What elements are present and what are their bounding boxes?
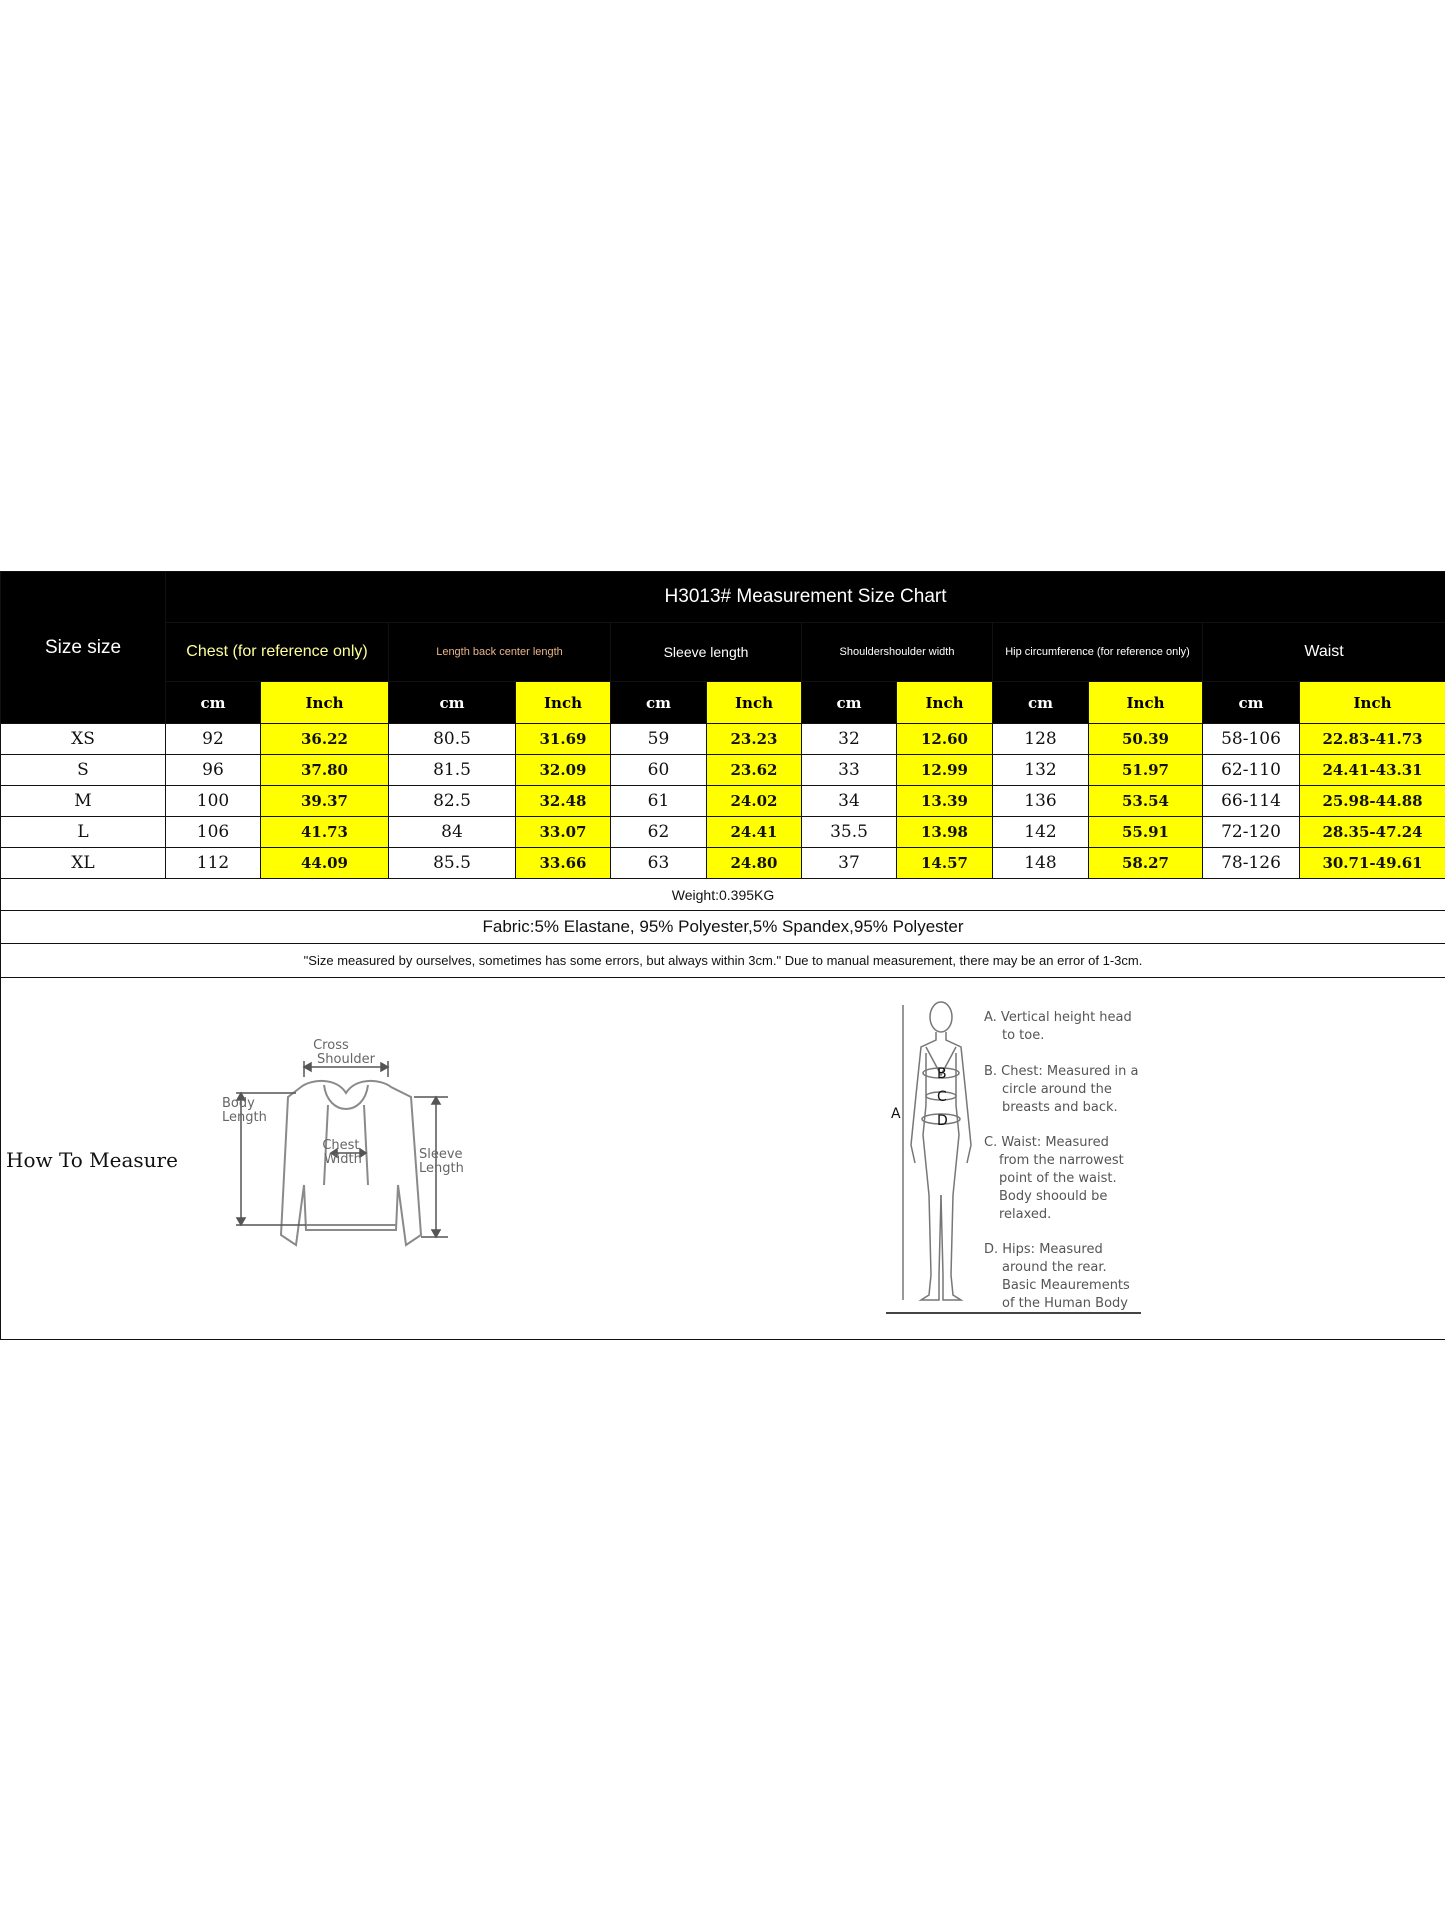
inch-cell-shoulder: 14.57 <box>897 848 993 879</box>
inch-cell-sleeve: 24.02 <box>707 786 802 817</box>
measure-header-length: Length back center length <box>389 623 611 682</box>
unit-inch-waist: Inch <box>1300 682 1445 724</box>
note-a-line-2: to toe. <box>1002 1028 1045 1043</box>
unit-inch-hip: Inch <box>1089 682 1203 724</box>
marker-c: C <box>937 1089 947 1105</box>
note-d-line-2: around the rear. <box>1002 1260 1107 1275</box>
note-c-line-3: point of the waist. <box>999 1171 1117 1186</box>
cm-cell-sleeve: 61 <box>611 786 707 817</box>
measure-header-waist: Waist <box>1203 623 1445 682</box>
garment-measure-diagram <box>216 1035 476 1255</box>
note-d-line-3: Basic Meaurements <box>1002 1278 1130 1293</box>
inch-cell-sleeve: 24.41 <box>707 817 802 848</box>
inch-cell-sleeve: 24.80 <box>707 848 802 879</box>
inch-cell-length: 31.69 <box>516 724 611 755</box>
cm-cell-length: 84 <box>389 817 516 848</box>
inch-cell-length: 32.48 <box>516 786 611 817</box>
chest-width-label-1: Chest <box>322 1138 360 1153</box>
cm-cell-hip: 136 <box>993 786 1089 817</box>
unit-cm-chest: cm <box>166 682 261 724</box>
body-length-label-1: Body <box>222 1096 255 1111</box>
table-row <box>1 817 1445 848</box>
size-label: XL <box>1 848 166 879</box>
inch-cell-chest: 44.09 <box>261 848 389 879</box>
svg-text:Sleeve Length <box>419 1147 467 1176</box>
cm-cell-sleeve: 62 <box>611 817 707 848</box>
cm-cell-waist: 72-120 <box>1203 817 1300 848</box>
inch-cell-length: 33.07 <box>516 817 611 848</box>
inch-cell-shoulder: 13.98 <box>897 817 993 848</box>
inch-cell-hip: 58.27 <box>1089 848 1203 879</box>
note-b-line-1: B. Chest: Measured in a <box>984 1064 1139 1079</box>
inch-cell-shoulder: 13.39 <box>897 786 993 817</box>
measure-header-sleeve: Sleeve length <box>611 623 802 682</box>
svg-text:A. Vertical height head <box>984 1010 1143 1311</box>
inch-cell-length: 33.66 <box>516 848 611 879</box>
cm-cell-length: 82.5 <box>389 786 516 817</box>
cm-cell-length: 85.5 <box>389 848 516 879</box>
inch-cell-waist: 30.71-49.61 <box>1300 848 1445 879</box>
inch-cell-waist: 28.35-47.24 <box>1300 817 1445 848</box>
unit-inch-length: Inch <box>516 682 611 724</box>
cm-cell-length: 81.5 <box>389 755 516 786</box>
table-row <box>1 848 1445 879</box>
cm-cell-shoulder: 32 <box>802 724 897 755</box>
inch-cell-hip: 55.91 <box>1089 817 1203 848</box>
inch-cell-waist: 24.41-43.31 <box>1300 755 1445 786</box>
cross-shoulder-label-2: Shoulder <box>317 1052 375 1067</box>
inch-cell-shoulder: 12.99 <box>897 755 993 786</box>
inch-cell-chest: 36.22 <box>261 724 389 755</box>
cm-cell-shoulder: 37 <box>802 848 897 879</box>
inch-cell-hip: 51.97 <box>1089 755 1203 786</box>
how-to-measure-panel <box>1 978 1445 1340</box>
svg-text:Cross Shoulder <box>313 1038 375 1067</box>
note-c-line-5: relaxed. <box>999 1207 1052 1222</box>
size-header: Size size <box>1 572 166 724</box>
note-c-line-4: Body shoould be <box>999 1189 1108 1204</box>
unit-cm-waist: cm <box>1203 682 1300 724</box>
cm-cell-hip: 142 <box>993 817 1089 848</box>
size-chart-table <box>0 571 1445 1340</box>
inch-cell-waist: 25.98-44.88 <box>1300 786 1445 817</box>
table-row <box>1 755 1445 786</box>
inch-cell-length: 32.09 <box>516 755 611 786</box>
inch-cell-hip: 50.39 <box>1089 724 1203 755</box>
unit-inch-chest: Inch <box>261 682 389 724</box>
table-row <box>1 786 1445 817</box>
unit-cm-hip: cm <box>993 682 1089 724</box>
cross-shoulder-label-1: Cross <box>313 1038 349 1053</box>
unit-inch-shoulder: Inch <box>897 682 993 724</box>
cm-cell-chest: 100 <box>166 786 261 817</box>
cm-cell-waist: 62-110 <box>1203 755 1300 786</box>
cm-cell-shoulder: 34 <box>802 786 897 817</box>
cm-cell-sleeve: 63 <box>611 848 707 879</box>
sleeve-length-label-1: Sleeve <box>419 1147 463 1162</box>
chart-title: H3013# Measurement Size Chart <box>166 572 1445 623</box>
size-label: M <box>1 786 166 817</box>
marker-b: B <box>937 1066 947 1082</box>
measurement-note: "Size measured by ourselves, sometimes has some errors, but always within 3cm." Due to manual measurement, there may be an error of 1-3cm. <box>1 944 1445 978</box>
inch-cell-chest: 39.37 <box>261 786 389 817</box>
unit-cm-shoulder: cm <box>802 682 897 724</box>
size-label: XS <box>1 724 166 755</box>
cm-cell-hip: 148 <box>993 848 1089 879</box>
note-c-line-2: from the narrowest <box>999 1153 1124 1168</box>
cm-cell-waist: 58-106 <box>1203 724 1300 755</box>
measure-header-shoulder: Shouldershoulder width <box>802 623 993 682</box>
table-row <box>1 724 1445 755</box>
inch-cell-chest: 41.73 <box>261 817 389 848</box>
inch-cell-chest: 37.80 <box>261 755 389 786</box>
how-to-measure-label: How To Measure <box>6 1148 178 1172</box>
note-d-line-1: D. Hips: Measured <box>984 1242 1103 1257</box>
cm-cell-chest: 96 <box>166 755 261 786</box>
cm-cell-hip: 128 <box>993 724 1089 755</box>
inch-cell-shoulder: 12.60 <box>897 724 993 755</box>
unit-inch-sleeve: Inch <box>707 682 802 724</box>
size-label: S <box>1 755 166 786</box>
inch-cell-sleeve: 23.62 <box>707 755 802 786</box>
note-b-line-2: circle around the <box>1002 1082 1112 1097</box>
marker-a: A <box>891 1106 901 1122</box>
fabric-text: Fabric:5% Elastane, 95% Polyester,5% Spandex,95% Polyester <box>1 911 1445 944</box>
cm-cell-shoulder: 33 <box>802 755 897 786</box>
weight-text: Weight:0.395KG <box>1 879 1445 911</box>
cm-cell-hip: 132 <box>993 755 1089 786</box>
note-a-line-1: A. Vertical height head <box>984 1010 1132 1025</box>
unit-cm-sleeve: cm <box>611 682 707 724</box>
cm-cell-waist: 78-126 <box>1203 848 1300 879</box>
cm-cell-sleeve: 59 <box>611 724 707 755</box>
cm-cell-chest: 112 <box>166 848 261 879</box>
body-measure-diagram <box>881 995 1151 1330</box>
note-c-line-1: C. Waist: Measured <box>984 1135 1109 1150</box>
unit-cm-length: cm <box>389 682 516 724</box>
inch-cell-sleeve: 23.23 <box>707 724 802 755</box>
sleeve-length-label-2: Length <box>419 1161 464 1176</box>
svg-text:Body Length <box>222 1096 267 1125</box>
marker-d: D <box>937 1113 948 1129</box>
size-label: L <box>1 817 166 848</box>
size-chart-sheet <box>0 571 1445 1344</box>
cm-cell-length: 80.5 <box>389 724 516 755</box>
note-b-line-3: breasts and back. <box>1002 1100 1118 1115</box>
body-length-label-2: Length <box>222 1110 267 1125</box>
svg-text:Chest Width <box>322 1138 363 1167</box>
measure-header-chest: Chest (for reference only) <box>166 623 389 682</box>
cm-cell-chest: 106 <box>166 817 261 848</box>
cm-cell-shoulder: 35.5 <box>802 817 897 848</box>
cm-cell-chest: 92 <box>166 724 261 755</box>
inch-cell-hip: 53.54 <box>1089 786 1203 817</box>
note-d-line-4: of the Human Body <box>1002 1296 1128 1311</box>
cm-cell-sleeve: 60 <box>611 755 707 786</box>
chest-width-label-2: Width <box>324 1152 362 1167</box>
cm-cell-waist: 66-114 <box>1203 786 1300 817</box>
inch-cell-waist: 22.83-41.73 <box>1300 724 1445 755</box>
measure-header-hip: Hip circumference (for reference only) <box>993 623 1203 682</box>
